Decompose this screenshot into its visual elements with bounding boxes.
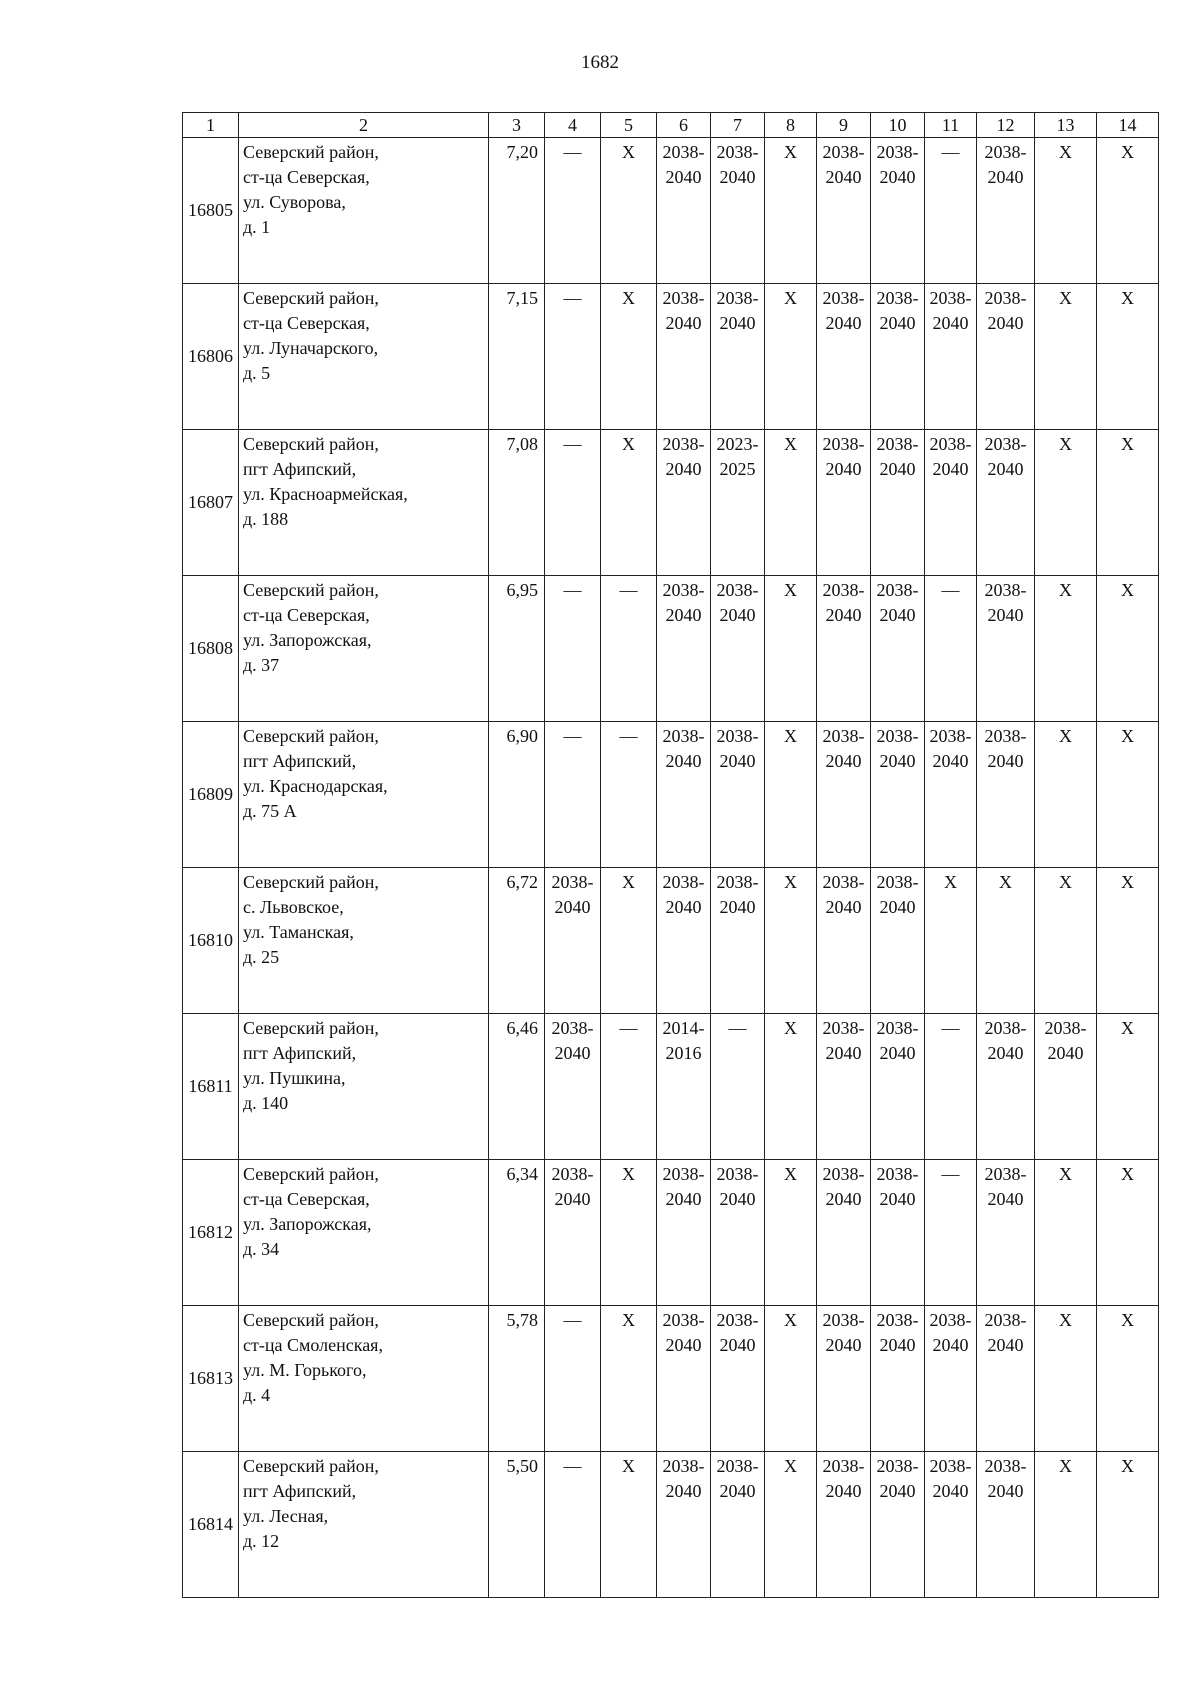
period-cell: — [545, 722, 601, 868]
period-cell: 2038- 2040 [657, 1306, 711, 1452]
address-line: ул. Запорожская, [243, 1214, 372, 1234]
address-line: ул. Пушкина, [243, 1068, 346, 1088]
period-cell: X [1035, 284, 1097, 430]
period-cell: 2038- 2040 [977, 284, 1035, 430]
period-cell: 2038- 2040 [817, 722, 871, 868]
period-cell: X [1035, 430, 1097, 576]
period-cell: — [601, 576, 657, 722]
period-cell: 2038- 2040 [925, 722, 977, 868]
table-row [183, 868, 1159, 1014]
address-line: Северский район, [243, 1456, 379, 1476]
row-number: 16807 [183, 430, 239, 576]
period-cell: — [925, 576, 977, 722]
period-cell: X [765, 722, 817, 868]
address-line: д. 37 [243, 655, 280, 675]
period-cell: X [601, 1306, 657, 1452]
value-cell: 7,08 [489, 430, 545, 576]
address-line: Северский район, [243, 726, 379, 746]
table-row [183, 1452, 1159, 1598]
period-cell: 2038- 2040 [711, 1160, 765, 1306]
column-header: 9 [817, 113, 871, 138]
address-line: Северский район, [243, 1164, 379, 1184]
period-cell: 2038- 2040 [817, 284, 871, 430]
address-line: ст-ца Северская, [243, 1189, 370, 1209]
address-line: Северский район, [243, 434, 379, 454]
address-line: Северский район, [243, 288, 379, 308]
period-cell: X [765, 576, 817, 722]
column-header: 1 [183, 113, 239, 138]
column-header: 11 [925, 113, 977, 138]
value-cell: 5,78 [489, 1306, 545, 1452]
period-cell: 2038- 2040 [817, 430, 871, 576]
period-cell: — [545, 284, 601, 430]
period-cell: X [1097, 1452, 1159, 1598]
period-cell: X [601, 138, 657, 284]
column-header: 14 [1097, 113, 1159, 138]
period-cell: X [765, 138, 817, 284]
period-cell: 2038- 2040 [925, 1452, 977, 1598]
period-cell: 2023- 2025 [711, 430, 765, 576]
period-cell: X [765, 868, 817, 1014]
period-cell: 2038- 2040 [711, 138, 765, 284]
period-cell: 2038- 2040 [977, 1452, 1035, 1598]
address-cell [239, 1014, 489, 1160]
period-cell: 2038- 2040 [817, 138, 871, 284]
period-cell: 2038- 2040 [977, 576, 1035, 722]
page-number: 1682 [581, 52, 619, 73]
period-cell: X [765, 1452, 817, 1598]
table-row [183, 1306, 1159, 1452]
period-cell: X [1035, 1160, 1097, 1306]
period-cell: X [765, 1160, 817, 1306]
table-row [183, 284, 1159, 430]
period-cell: 2038- 2040 [871, 576, 925, 722]
period-cell: X [1097, 1160, 1159, 1306]
address-line: пгт Афипский, [243, 1481, 357, 1501]
address-line: ул. Суворова, [243, 192, 346, 212]
period-cell: 2038- 2040 [817, 868, 871, 1014]
period-cell: X [1035, 722, 1097, 868]
period-cell: X [601, 868, 657, 1014]
address-line: ул. Лесная, [243, 1506, 329, 1526]
value-cell: 7,20 [489, 138, 545, 284]
period-cell: 2038- 2040 [817, 1014, 871, 1160]
period-cell: 2038- 2040 [817, 1160, 871, 1306]
address-line: д. 34 [243, 1239, 280, 1259]
period-cell: — [601, 1014, 657, 1160]
address-line: с. Львовское, [243, 897, 344, 917]
period-cell: — [545, 430, 601, 576]
period-cell: 2038- 2040 [711, 722, 765, 868]
period-cell: X [765, 1014, 817, 1160]
address-line: пгт Афипский, [243, 459, 357, 479]
address-cell [239, 1452, 489, 1598]
column-header: 4 [545, 113, 601, 138]
value-cell: 7,15 [489, 284, 545, 430]
address-line: Северский район, [243, 872, 379, 892]
address-line: ст-ца Северская, [243, 605, 370, 625]
period-cell: — [601, 722, 657, 868]
period-cell: 2038- 2040 [871, 138, 925, 284]
address-line: ул. Луначарского, [243, 338, 379, 358]
column-header: 8 [765, 113, 817, 138]
address-line: д. 12 [243, 1531, 280, 1551]
period-cell: X [601, 1452, 657, 1598]
column-header: 6 [657, 113, 711, 138]
value-cell: 6,34 [489, 1160, 545, 1306]
row-number: 16806 [183, 284, 239, 430]
table-row [183, 576, 1159, 722]
period-cell: 2038- 2040 [657, 138, 711, 284]
address-cell [239, 284, 489, 430]
period-cell: 2038- 2040 [977, 1014, 1035, 1160]
period-cell: 2038- 2040 [711, 868, 765, 1014]
period-cell: 2038- 2040 [711, 576, 765, 722]
period-cell: — [711, 1014, 765, 1160]
column-header: 3 [489, 113, 545, 138]
row-number: 16805 [183, 138, 239, 284]
period-cell: X [765, 1306, 817, 1452]
period-cell: X [1097, 138, 1159, 284]
period-cell: 2038- 2040 [657, 1160, 711, 1306]
address-line: Северский район, [243, 1018, 379, 1038]
period-cell: 2038- 2040 [657, 284, 711, 430]
period-cell: X [1097, 868, 1159, 1014]
period-cell: — [925, 138, 977, 284]
address-line: пгт Афипский, [243, 751, 357, 771]
period-cell: 2038- 2040 [711, 284, 765, 430]
table-body [183, 138, 1159, 1598]
row-number: 16814 [183, 1452, 239, 1598]
address-cell [239, 1160, 489, 1306]
table-row [183, 430, 1159, 576]
address-line: д. 140 [243, 1093, 289, 1113]
row-number: 16813 [183, 1306, 239, 1452]
period-cell: X [765, 284, 817, 430]
period-cell: — [925, 1160, 977, 1306]
address-line: Северский район, [243, 580, 379, 600]
period-cell: 2038- 2040 [977, 722, 1035, 868]
value-cell: 6,95 [489, 576, 545, 722]
address-line: д. 4 [243, 1385, 271, 1405]
period-cell: X [1035, 576, 1097, 722]
row-number: 16812 [183, 1160, 239, 1306]
row-number: 16809 [183, 722, 239, 868]
address-line: д. 188 [243, 509, 289, 529]
period-cell: 2038- 2040 [657, 868, 711, 1014]
address-line: д. 25 [243, 947, 280, 967]
column-header: 13 [1035, 113, 1097, 138]
value-cell: 6,72 [489, 868, 545, 1014]
address-line: Северский район, [243, 1310, 379, 1330]
address-line: ул. М. Горького, [243, 1360, 367, 1380]
period-cell: — [545, 576, 601, 722]
table-row [183, 722, 1159, 868]
period-cell: 2038- 2040 [711, 1306, 765, 1452]
period-cell: 2038- 2040 [817, 1452, 871, 1598]
address-cell [239, 576, 489, 722]
address-cell [239, 868, 489, 1014]
period-cell: X [765, 430, 817, 576]
period-cell: 2038- 2040 [871, 722, 925, 868]
row-number: 16811 [183, 1014, 239, 1160]
period-cell: 2038- 2040 [657, 430, 711, 576]
header-row [183, 113, 1159, 138]
address-line: ул. Краснодарская, [243, 776, 388, 796]
period-cell: X [1035, 1306, 1097, 1452]
period-cell: 2038- 2040 [871, 1306, 925, 1452]
period-cell: X [1035, 1452, 1097, 1598]
address-cell [239, 138, 489, 284]
period-cell: 2038- 2040 [925, 1306, 977, 1452]
address-line: пгт Афипский, [243, 1043, 357, 1063]
table-row [183, 1160, 1159, 1306]
address-cell [239, 1306, 489, 1452]
period-cell: 2038- 2040 [657, 576, 711, 722]
column-header: 12 [977, 113, 1035, 138]
address-line: д. 75 А [243, 801, 297, 821]
address-line: д. 5 [243, 363, 271, 383]
period-cell: 2038- 2040 [545, 1160, 601, 1306]
period-cell: 2038- 2040 [657, 722, 711, 868]
period-cell: X [925, 868, 977, 1014]
period-cell: X [1097, 284, 1159, 430]
address-line: ул. Красноармейская, [243, 484, 408, 504]
period-cell: 2038- 2040 [657, 1452, 711, 1598]
column-header: 7 [711, 113, 765, 138]
period-cell: 2038- 2040 [711, 1452, 765, 1598]
period-cell: 2038- 2040 [977, 1306, 1035, 1452]
column-header: 2 [239, 113, 489, 138]
address-line: ст-ца Северская, [243, 167, 370, 187]
period-cell: 2038- 2040 [545, 1014, 601, 1160]
period-cell: — [545, 1452, 601, 1598]
address-line: ст-ца Северская, [243, 313, 370, 333]
table-row [183, 138, 1159, 284]
period-cell: X [1097, 430, 1159, 576]
address-cell [239, 430, 489, 576]
period-cell: 2038- 2040 [977, 430, 1035, 576]
period-cell: 2038- 2040 [871, 1160, 925, 1306]
value-cell: 5,50 [489, 1452, 545, 1598]
period-cell: — [545, 138, 601, 284]
address-line: Северский район, [243, 142, 379, 162]
period-cell: 2038- 2040 [871, 284, 925, 430]
address-line: ул. Таманская, [243, 922, 354, 942]
period-cell: X [977, 868, 1035, 1014]
value-cell: 6,90 [489, 722, 545, 868]
row-number: 16808 [183, 576, 239, 722]
period-cell: X [601, 430, 657, 576]
period-cell: X [1035, 138, 1097, 284]
period-cell: 2038- 2040 [925, 284, 977, 430]
period-cell: 2038- 2040 [871, 1014, 925, 1160]
column-header: 10 [871, 113, 925, 138]
register-table [182, 112, 1159, 1598]
row-number: 16810 [183, 868, 239, 1014]
period-cell: X [1097, 722, 1159, 868]
period-cell: X [1097, 1014, 1159, 1160]
address-line: д. 1 [243, 217, 271, 237]
period-cell: 2038- 2040 [977, 138, 1035, 284]
period-cell: 2038- 2040 [545, 868, 601, 1014]
period-cell: X [1097, 1306, 1159, 1452]
period-cell: 2038- 2040 [925, 430, 977, 576]
period-cell: X [601, 284, 657, 430]
address-line: ст-ца Смоленская, [243, 1335, 383, 1355]
table-row [183, 1014, 1159, 1160]
period-cell: 2038- 2040 [817, 1306, 871, 1452]
period-cell: 2014- 2016 [657, 1014, 711, 1160]
period-cell: 2038- 2040 [1035, 1014, 1097, 1160]
period-cell: 2038- 2040 [977, 1160, 1035, 1306]
address-line: ул. Запорожская, [243, 630, 372, 650]
period-cell: 2038- 2040 [871, 430, 925, 576]
period-cell: X [1035, 868, 1097, 1014]
period-cell: 2038- 2040 [817, 576, 871, 722]
value-cell: 6,46 [489, 1014, 545, 1160]
period-cell: X [1097, 576, 1159, 722]
period-cell: 2038- 2040 [871, 868, 925, 1014]
period-cell: — [545, 1306, 601, 1452]
period-cell: 2038- 2040 [871, 1452, 925, 1598]
address-cell [239, 722, 489, 868]
column-header: 5 [601, 113, 657, 138]
period-cell: X [601, 1160, 657, 1306]
period-cell: — [925, 1014, 977, 1160]
